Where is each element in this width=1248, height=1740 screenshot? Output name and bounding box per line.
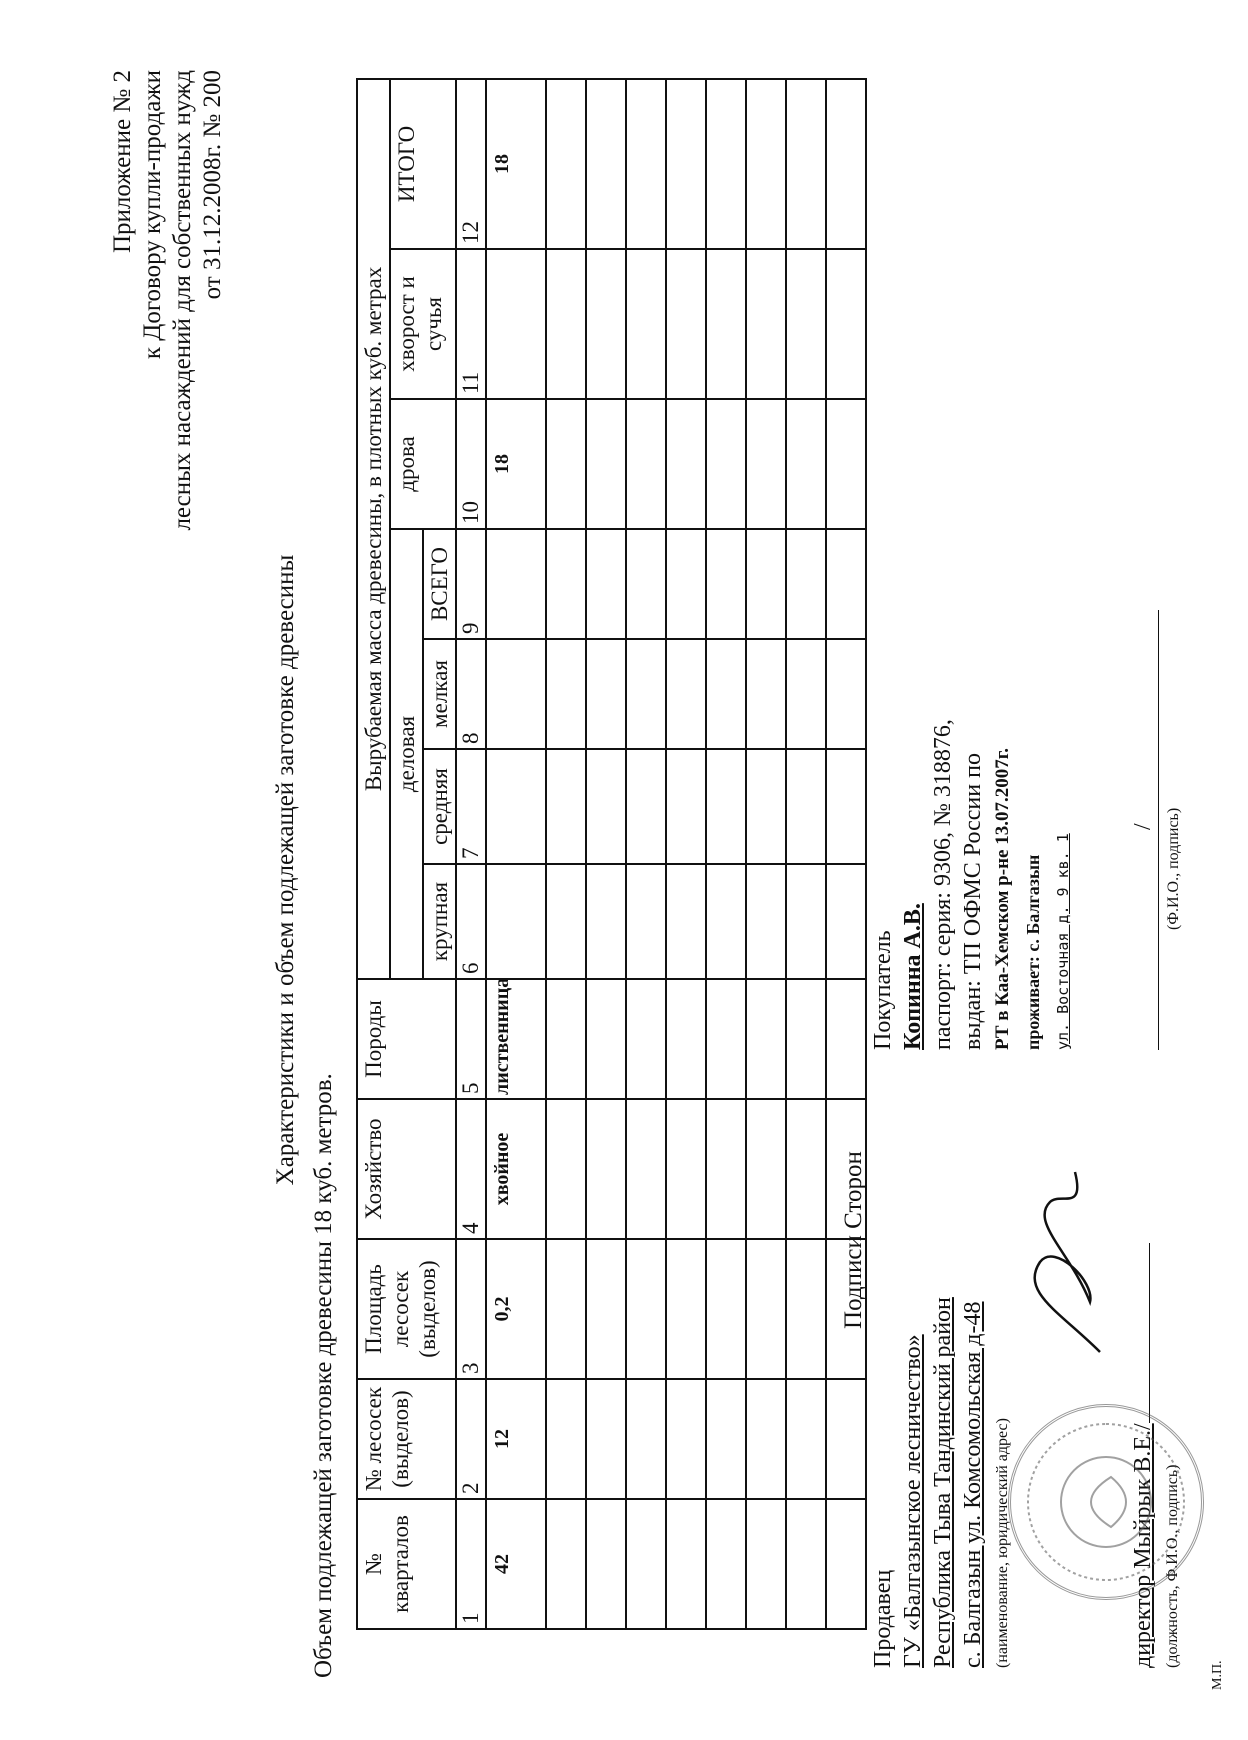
seller-position: директор Мыйрык В.Е./ <box>1130 1423 1156 1668</box>
buyer-block <box>868 610 1189 1050</box>
buyer-issued: выдан: ТП ОФМС России по <box>960 753 986 1050</box>
seller-signature <box>1000 1152 1120 1372</box>
official-stamp <box>1008 1404 1204 1600</box>
document-title: Характеристики и объем подлежащей заготовке древесины <box>272 554 299 1186</box>
buyer-name: Копинна А.В. <box>900 903 926 1050</box>
header-quarter: № кварталов <box>357 1499 456 1629</box>
column-number: 4 <box>456 1099 486 1239</box>
seal-place-label: М.П. <box>1210 1660 1225 1690</box>
seller-position-hint: (должность, Ф.И.О., подпись) <box>1164 1464 1181 1668</box>
buyer-sign-slash: / <box>1130 823 1156 830</box>
header-large: крупная <box>423 864 456 979</box>
column-number: 1 <box>456 1499 486 1629</box>
seller-address-hint: (наименование, юридический адрес) <box>994 1418 1011 1668</box>
volume-text: Объем подлежащей заготовке древесины 18 куб. метров. <box>310 1073 337 1678</box>
header-small: мелкая <box>423 639 456 749</box>
column-number: 10 <box>456 399 486 529</box>
column-number: 12 <box>456 79 486 249</box>
buyer-street: ул. Восточная д. 9 кв. 1 <box>1054 833 1072 1050</box>
table-row-empty <box>586 79 626 1629</box>
seller-org: ГУ «Балгазынское лесничество» <box>900 1334 926 1668</box>
cell-quarter: 42 <box>486 1499 546 1629</box>
column-number: 9 <box>456 529 486 639</box>
header-total: ИТОГО <box>390 79 456 249</box>
seller-address-2: с. Балгазын ул. Комсомольская д-48 <box>960 1301 986 1668</box>
table-row-empty <box>746 79 786 1629</box>
cell-total-business <box>486 529 546 639</box>
seller-label: Продавец <box>870 1569 896 1668</box>
cell-plot: 12 <box>486 1379 546 1499</box>
column-number: 6 <box>456 864 486 979</box>
buyer-label: Покупатель <box>870 930 896 1050</box>
header-total-business: ВСЕГО <box>423 529 456 639</box>
buyer-issued-2: РТ в Каа-Хемском р-не 13.07.2007г. <box>992 748 1013 1050</box>
cell-medium <box>486 749 546 864</box>
table-row-empty <box>546 79 586 1629</box>
appendix-line-4: от 31.12.2008г. № 200 <box>199 70 226 300</box>
cell-economy: хвойное <box>486 1099 546 1239</box>
header-brushwood: хворост и сучья <box>390 249 456 399</box>
column-number: 3 <box>456 1239 486 1379</box>
table-row-empty <box>666 79 706 1629</box>
buyer-passport: паспорт: серия: 9306, № 318876, <box>930 719 956 1050</box>
column-number: 7 <box>456 749 486 864</box>
appendix-line-3: лесных насаждений для собственных нужд <box>169 70 196 531</box>
column-number: 2 <box>456 1379 486 1499</box>
table-row-empty <box>626 79 666 1629</box>
column-number: 11 <box>456 249 486 399</box>
buyer-residence: проживает: с. Балгазын <box>1023 854 1043 1050</box>
header-mass: Вырубаемая масса древесины, в плотных куб. метрах <box>357 79 390 979</box>
timber-table <box>356 78 867 1630</box>
column-numbers-row <box>456 79 486 1629</box>
cell-brushwood <box>486 249 546 399</box>
appendix-header <box>108 70 228 531</box>
cell-firewood: 18 <box>486 399 546 529</box>
header-area: Площадь лесосек (выделов) <box>357 1239 456 1379</box>
header-species: Породы <box>357 979 456 1099</box>
header-plot: № лесосек (выделов) <box>357 1379 456 1499</box>
header-medium: средняя <box>423 749 456 864</box>
header-business: деловая <box>390 529 423 979</box>
cell-area: 0,2 <box>486 1239 546 1379</box>
column-number: 5 <box>456 979 486 1099</box>
column-number: 8 <box>456 639 486 749</box>
cell-small <box>486 639 546 749</box>
cell-large <box>486 864 546 979</box>
table-row-empty <box>706 79 746 1629</box>
table-row-empty <box>786 79 826 1629</box>
seller-address-1: Республика Тыва Тандинский район <box>930 1297 956 1668</box>
appendix-line-2: к Договору купли-продажи <box>139 70 166 360</box>
cell-species: лиственница <box>486 979 546 1099</box>
appendix-line-1: Приложение № 2 <box>109 70 136 254</box>
cell-total: 18 <box>486 79 546 249</box>
signatures-title: Подписи Сторон <box>840 1151 867 1329</box>
header-firewood: дрова <box>390 399 456 529</box>
buyer-sign-hint: (Ф.И.О., подпись) <box>1165 807 1182 930</box>
table-row <box>486 79 546 1629</box>
header-economy: Хозяйство <box>357 1099 456 1239</box>
